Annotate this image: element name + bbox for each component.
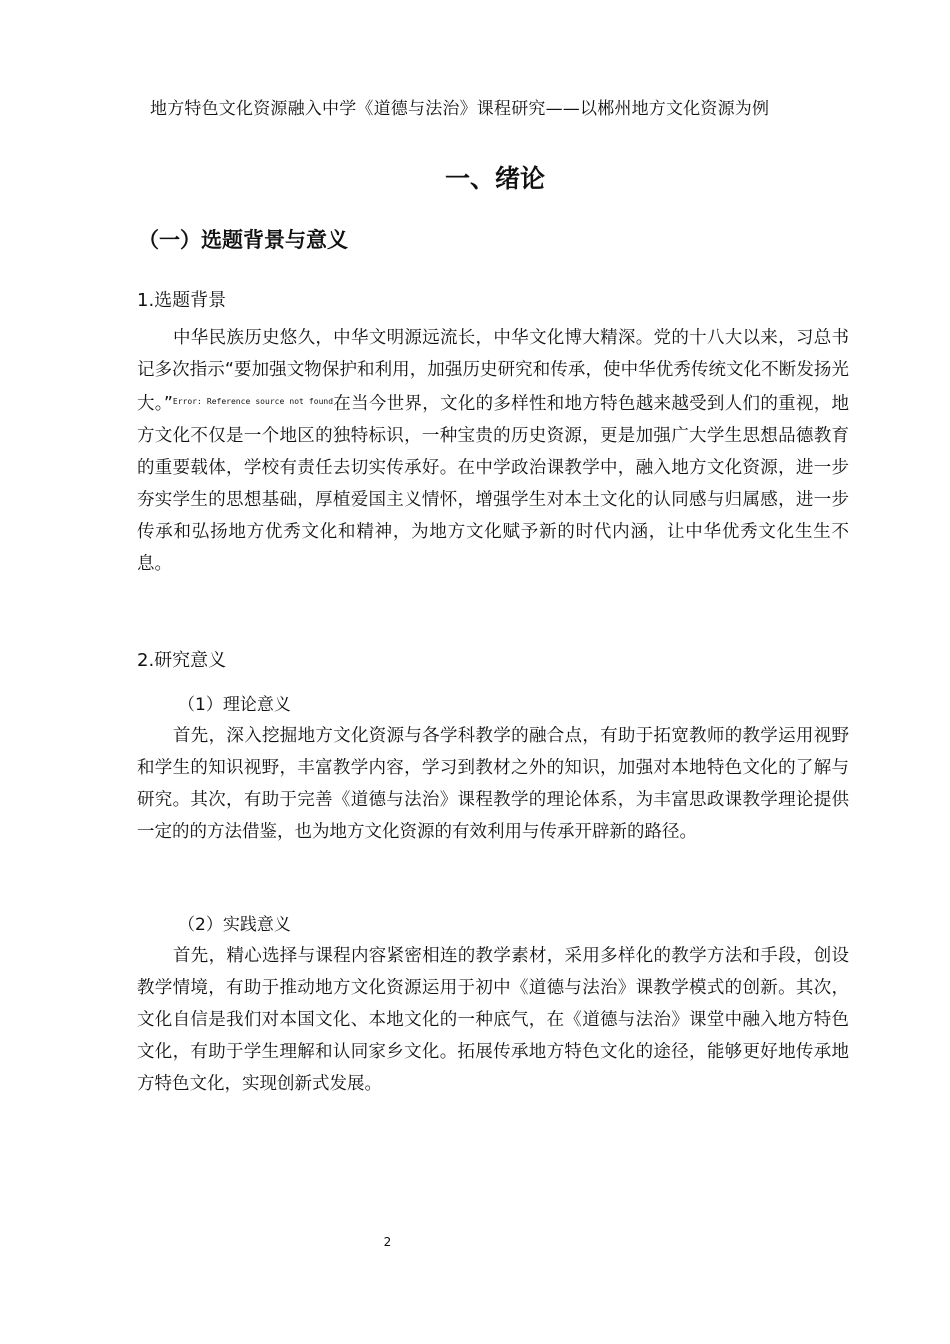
running-header: 地方特色文化资源融入中学《道德与法治》课程研究——以郴州地方文化资源为例	[150, 99, 770, 119]
practice-paragraph: 首先，精心选择与课程内容紧密相连的教学素材，采用多样化的教学方法和手段，创设教学情境，有助于推动地方文化资源运用于初中《道德与法治》课教学模式的创新。其次，文化自信是我们对本国文化、本地文化的一种底气，在《道德与法治》课堂中融入地方特色文化，有助于学生理解和认同家乡文化。拓展传承地方特色文化的途径，能够更好地传承地方特色文化，实现创新式发展。	[137, 946, 849, 1094]
background-text-after-ref: 在当今世界，文化的多样性和地方特色越来越受到人们的重视，地方文化不仅是一个地区的独特标识，一种宝贵的历史资源，更是加强广大学生思想品德教育的重要载体，学校有责任去切实传承好。在中学政治课教学中，融入地方文化资源，进一步夯实学生的思想基础，厚植爱国主义情怀，增强学生对本土文化的认同感与归属感，进一步传承和弘扬地方优秀文化和精神，为地方文化赋予新的时代内涵，让中华优秀文化生生不息。	[137, 394, 849, 574]
background-text-before-ref: 中华民族历史悠久，中华文明源远流长，中华文化博大精深。党的十八大以来，习总书记多次指示“要加强文物保护和利用，加强历史研究和传承，使中华优秀传统文化不断发扬光大。”	[137, 328, 849, 414]
significance-heading: 2.研究意义	[137, 650, 227, 671]
background-paragraph	[137, 322, 849, 580]
page-number: 2	[383, 1235, 392, 1249]
section-title: （一）选题背景与意义	[138, 228, 348, 252]
background-heading: 1.选题背景	[137, 290, 227, 311]
theory-paragraph: 首先，深入挖掘地方文化资源与各学科教学的融合点，有助于拓宽教师的教学运用视野和学生的知识视野，丰富教学内容，学习到教材之外的知识，加强对本地特色文化的了解与研究。其次，有助于完善《道德与法治》课程教学的理论体系，为丰富思政课教学理论提供一定的的方法借鉴，也为地方文化资源的有效利用与传承开辟新的路径。	[137, 726, 849, 842]
chapter-title: 一、绪论	[444, 164, 545, 193]
theory-label: （1）理论意义	[178, 695, 291, 715]
practice-label: （2）实践意义	[178, 915, 291, 935]
reference-error: Error: Reference source not found	[172, 397, 334, 406]
